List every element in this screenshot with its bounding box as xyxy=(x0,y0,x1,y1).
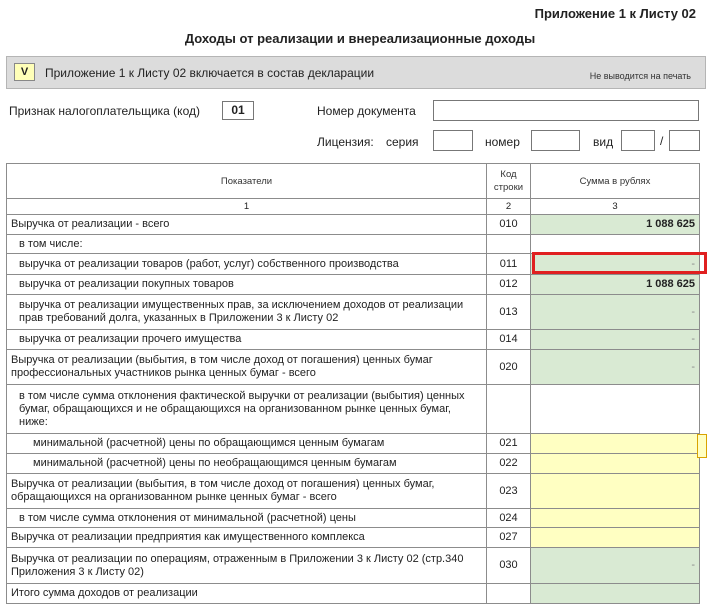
active-input-marker xyxy=(697,434,707,458)
header-amount: Сумма в рублях xyxy=(531,164,700,199)
table-row xyxy=(7,385,700,434)
row-code xyxy=(487,385,531,434)
header-line-code: Код строки xyxy=(487,164,531,199)
table-row xyxy=(7,215,700,235)
row-code: 013 xyxy=(487,295,531,330)
taxpayer-sign-label: Признак налогоплательщика (код) xyxy=(9,104,200,118)
license-type-label: вид xyxy=(593,135,614,149)
include-bar xyxy=(6,56,706,89)
row-code: 030 xyxy=(487,548,531,584)
amount-input[interactable] xyxy=(531,528,700,548)
row-label: выручка от реализации покупных товаров xyxy=(7,275,487,295)
table-row xyxy=(7,350,700,385)
table-number-row xyxy=(7,199,700,215)
table-row xyxy=(7,454,700,474)
table-row xyxy=(7,528,700,548)
row-label: Выручка от реализации предприятия как имущественного комплекса xyxy=(7,528,487,548)
row-code: 027 xyxy=(487,528,531,548)
table-row xyxy=(7,548,700,584)
row-label: Выручка от реализации (выбытия, в том числе доход от погашения) ценных бумаг, обращающихся на организованном рынке ценных бумаг - всего xyxy=(7,474,487,509)
header-number-2: 2 xyxy=(487,199,531,215)
row-code: 020 xyxy=(487,350,531,385)
license-number-label: номер xyxy=(485,135,520,149)
row-code: 023 xyxy=(487,474,531,509)
row-code: 014 xyxy=(487,330,531,350)
table-row xyxy=(7,235,700,254)
row-code xyxy=(487,235,531,254)
amount-cell[interactable]: - xyxy=(531,330,700,350)
header-number-3: 3 xyxy=(531,199,700,215)
amount-cell xyxy=(531,235,700,254)
row-label: выручка от реализации товаров (работ, услуг) собственного производства xyxy=(7,254,487,275)
amount-cell[interactable]: 1 088 625 xyxy=(531,275,700,295)
license-series-label: серия xyxy=(386,135,419,149)
row-label: минимальной (расчетной) цены по обращающимся ценным бумагам xyxy=(7,434,487,454)
amount-cell xyxy=(531,385,700,434)
amount-cell[interactable]: - xyxy=(531,350,700,385)
license-series-field[interactable] xyxy=(433,130,473,151)
row-label: Выручка от реализации (выбытия, в том числе доход от погашения) ценных бумаг профессиональных участников рынка ценных бумаг - всего xyxy=(7,350,487,385)
amount-cell[interactable]: 1 088 625 xyxy=(531,215,700,235)
header-indicators: Показатели xyxy=(7,164,487,199)
table-row xyxy=(7,275,700,295)
page-title: Доходы от реализации и внереализационные доходы xyxy=(184,31,536,46)
row-label: в том числе сумма отклонения от минимальной (расчетной) цены xyxy=(7,509,487,528)
table-row xyxy=(7,434,700,454)
not-printed-note: Не выводится на печать xyxy=(589,71,691,81)
row-code: 024 xyxy=(487,509,531,528)
amount-input[interactable] xyxy=(531,434,700,454)
row-label: в том числе: xyxy=(7,235,487,254)
table-row xyxy=(7,474,700,509)
amount-input[interactable] xyxy=(531,509,700,528)
amount-cell[interactable]: - xyxy=(531,548,700,584)
row-label: Выручка от реализации - всего xyxy=(7,215,487,235)
row-label: Выручка от реализации по операциям, отраженным в Приложении 3 к Листу 02 (стр.340 Приложения 3 к Листу 02) xyxy=(7,548,487,584)
amount-cell[interactable] xyxy=(531,584,700,604)
table-row xyxy=(7,295,700,330)
taxpayer-code-field[interactable]: 01 xyxy=(222,101,254,120)
row-label: минимальной (расчетной) цены по необращающимся ценным бумагам xyxy=(7,454,487,474)
row-label: выручка от реализации имущественных прав, за исключением доходов от реализации прав требований долга, указанных в Приложении 3 к Листу 02 xyxy=(7,295,487,330)
row-code: 011 xyxy=(487,254,531,275)
amount-input[interactable] xyxy=(531,454,700,474)
row-code xyxy=(487,584,531,604)
income-table xyxy=(6,163,700,604)
license-number-field[interactable] xyxy=(531,130,580,151)
row-label: выручка от реализации прочего имущества xyxy=(7,330,487,350)
row-label: в том числе сумма отклонения фактической выручки от реализации (выбытия) ценных бумаг, обращающихся и не обращающихся на организованном рынке ценных бумаг, ниже: xyxy=(7,385,487,434)
license-label: Лицензия: xyxy=(317,135,374,149)
amount-cell[interactable]: - xyxy=(531,254,700,275)
amount-cell[interactable]: - xyxy=(531,295,700,330)
header-number-1: 1 xyxy=(7,199,487,215)
row-code: 021 xyxy=(487,434,531,454)
table-row xyxy=(7,584,700,604)
license-type-field-2[interactable] xyxy=(669,130,700,151)
table-row xyxy=(7,509,700,528)
include-checkbox[interactable]: V xyxy=(14,63,35,81)
table-row xyxy=(7,254,700,275)
license-type-field-1[interactable] xyxy=(621,130,655,151)
doc-number-field[interactable] xyxy=(433,100,699,121)
include-label: Приложение 1 к Листу 02 включается в состав декларации xyxy=(45,66,375,80)
table-row xyxy=(7,330,700,350)
row-code: 022 xyxy=(487,454,531,474)
appendix-label: Приложение 1 к Листу 02 xyxy=(534,6,696,21)
row-label: Итого сумма доходов от реализации xyxy=(7,584,487,604)
row-code: 010 xyxy=(487,215,531,235)
amount-input[interactable] xyxy=(531,474,700,509)
row-code: 012 xyxy=(487,275,531,295)
doc-number-label: Номер документа xyxy=(317,104,416,118)
table-header-row xyxy=(7,164,700,199)
license-type-separator: / xyxy=(660,134,664,148)
